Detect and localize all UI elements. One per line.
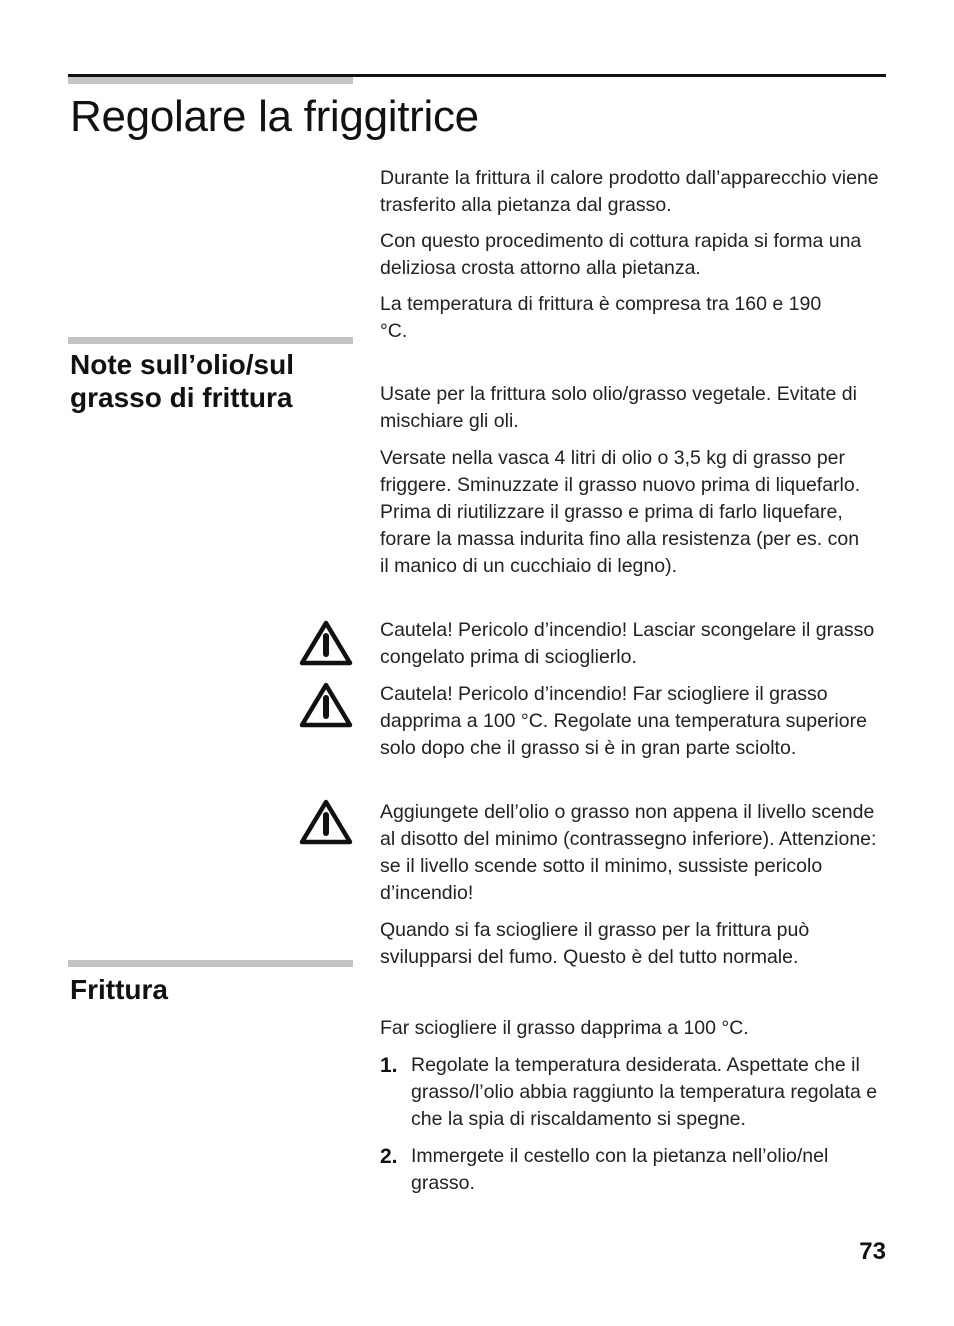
- oil-paragraph-1: Usate per la frittura solo olio/grasso vegetale. Evitate di mischiare gli oli.: [380, 383, 857, 432]
- oil-note: Quando si fa sciogliere il grasso per la frittura può svilupparsi del fumo. Questo è del tutto normale.: [380, 919, 810, 968]
- section-rule-oil: [68, 337, 353, 344]
- intro-paragraph-1: Durante la frittura il calore prodotto dall’apparecchio viene trasferito alla pietanza dal grasso.: [380, 167, 879, 216]
- section-heading-oil: Note sull’olio/sul grasso di frittura: [70, 349, 295, 413]
- warning-text-2: Cautela! Pericolo d’incendio! Far sciogliere il grasso dapprima a 100 °C. Regolate una temperatura superiore solo dopo che il grasso si è in gran parte sciolto.: [380, 683, 867, 759]
- intro-paragraph-2: Con questo procedimento di cottura rapida si forma una deliziosa crosta attorno alla pietanza.: [380, 230, 862, 279]
- header-rule-gray: [68, 76, 353, 84]
- warning-text-3: Aggiungete dell’olio o grasso non appena il livello scende al disotto del minimo (contrassegno inferiore). Attenzione: se il livello scende sotto il minimo, sussiste pericolo d’incendio!: [380, 801, 877, 904]
- section-rule-frying: [68, 960, 353, 967]
- page-title: Regolare la friggitrice: [70, 92, 479, 141]
- header-rule-black: [68, 74, 886, 77]
- page-number: 73: [859, 1238, 886, 1265]
- step-number: 2.: [380, 1145, 398, 1168]
- step-text: Regolate la temperatura desiderata. Aspettate che il grasso/l’olio abbia raggiunto la temperatura regolata e che la spia di riscaldamento si spegne.: [411, 1054, 878, 1130]
- oil-paragraph-2: Versate nella vasca 4 litri di olio o 3,5 kg di grasso per friggere. Sminuzzate il grasso nuovo prima di liquefarlo. Prima di riutilizzare il grasso e prima di farlo liquefare, forare la massa indurita fino alla resistenza (per es. con il manico di un cucchiaio di legno).: [380, 447, 861, 577]
- step-number: 1.: [380, 1054, 398, 1077]
- section-heading-frying: Frittura: [70, 974, 168, 1005]
- warning-triangle-icon: [298, 680, 354, 730]
- warning-triangle-icon: [298, 618, 354, 668]
- intro-paragraph-3: La temperatura di frittura è compresa tra 160 e 190 °C.: [380, 293, 822, 342]
- step-text: Immergete il cestello con la pietanza nell’olio/nel grasso.: [411, 1145, 829, 1194]
- warning-text-1: Cautela! Pericolo d’incendio! Lasciar scongelare il grasso congelato prima di scioglierlo.: [380, 619, 875, 668]
- warning-triangle-icon: [298, 797, 354, 847]
- frying-intro: Far sciogliere il grasso dapprima a 100 °C.: [380, 1017, 749, 1039]
